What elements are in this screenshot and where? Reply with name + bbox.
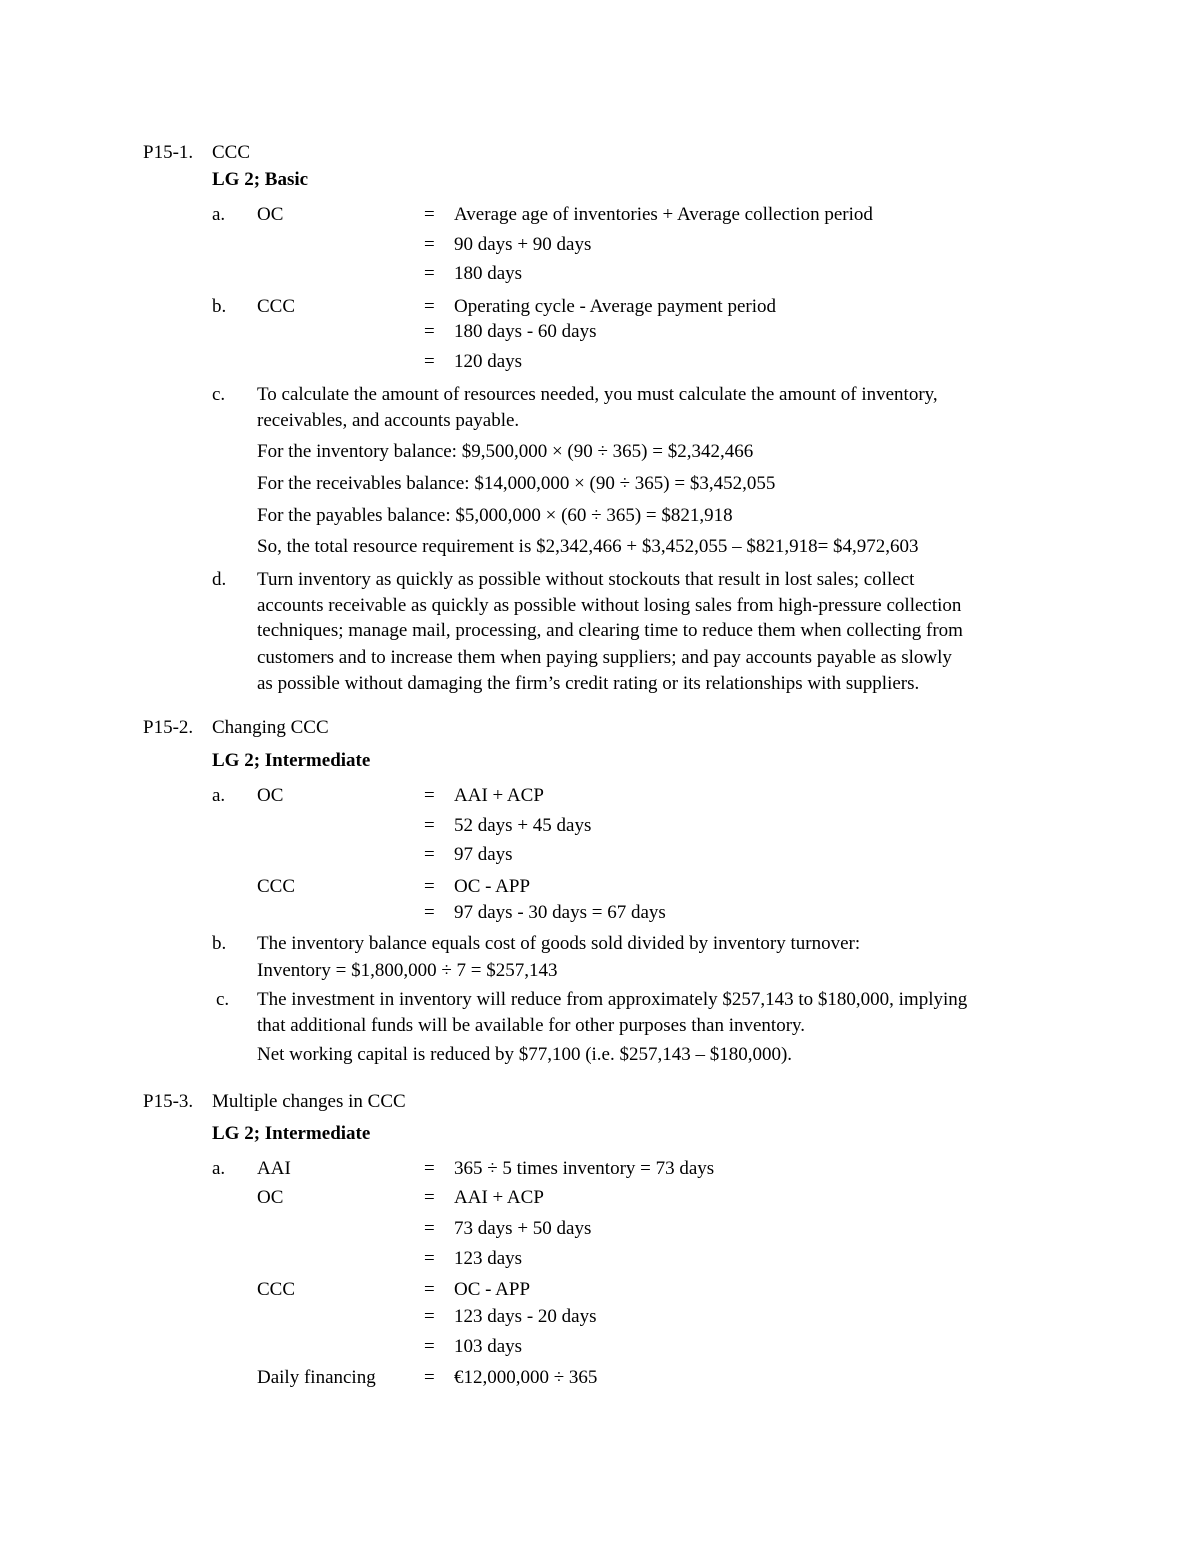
equation-line: 97 days xyxy=(454,844,513,865)
equals-sign: = xyxy=(424,321,435,342)
equation-line: AAI + ACP xyxy=(454,785,544,806)
equation-line: 90 days + 90 days xyxy=(454,234,592,255)
paragraph-line: techniques; manage mail, processing, and clearing time to reduce them when collecting from xyxy=(257,620,963,641)
equation-line: 123 days - 20 days xyxy=(454,1306,597,1327)
equation-line: 73 days + 50 days xyxy=(454,1218,592,1239)
equation-line: 365 ÷ 5 times inventory = 73 days xyxy=(454,1158,715,1179)
equals-sign: = xyxy=(424,1279,435,1300)
equation-line: 120 days xyxy=(454,351,523,372)
paragraph-line: The investment in inventory will reduce from approximately $257,143 to $180,000, implying xyxy=(257,989,968,1010)
term: OC xyxy=(257,785,284,806)
equals-sign: = xyxy=(424,263,435,284)
part-label: b. xyxy=(212,296,227,317)
learning-goal: LG 2; Basic xyxy=(212,169,309,190)
part-label: c. xyxy=(212,384,226,405)
equals-sign: = xyxy=(424,1336,435,1357)
equation-line: 97 days - 30 days = 67 days xyxy=(454,902,666,923)
term: OC xyxy=(257,1187,284,1208)
equation-line: 123 days xyxy=(454,1248,523,1269)
problem-title: Multiple changes in CCC xyxy=(212,1091,406,1112)
equals-sign: = xyxy=(424,815,435,836)
equation-line: 52 days + 45 days xyxy=(454,815,592,836)
paragraph-line: customers and to increase them when paying suppliers; and pay accounts payable as slowly xyxy=(257,647,952,668)
equation-line: OC - APP xyxy=(454,876,531,897)
problem-title: CCC xyxy=(212,142,251,163)
learning-goal: LG 2; Intermediate xyxy=(212,750,371,771)
paragraph-line: receivables, and accounts payable. xyxy=(257,410,520,431)
problem-number: P15-1. xyxy=(143,142,194,163)
equals-sign: = xyxy=(424,902,435,923)
equals-sign: = xyxy=(424,1248,435,1269)
equation-line: 103 days xyxy=(454,1336,523,1357)
term: OC xyxy=(257,204,284,225)
problem-number: P15-3. xyxy=(143,1091,194,1112)
paragraph-line: To calculate the amount of resources needed, you must calculate the amount of inventory, xyxy=(257,384,938,405)
term: Daily financing xyxy=(257,1367,376,1388)
paragraph-line: The inventory balance equals cost of goods sold divided by inventory turnover: xyxy=(257,933,861,954)
equals-sign: = xyxy=(424,1367,435,1388)
equals-sign: = xyxy=(424,1187,435,1208)
equals-sign: = xyxy=(424,876,435,897)
equals-sign: = xyxy=(424,785,435,806)
problem-number: P15-2. xyxy=(143,717,194,738)
equation-line: 180 days - 60 days xyxy=(454,321,597,342)
equation-line: Average age of inventories + Average collection period xyxy=(454,204,873,225)
equals-sign: = xyxy=(424,204,435,225)
equals-sign: = xyxy=(424,351,435,372)
paragraph-line: accounts receivable as quickly as possible without losing sales from high-pressure collection xyxy=(257,595,962,616)
calculation-line: For the receivables balance: $14,000,000 × (90 ÷ 365) = $3,452,055 xyxy=(257,473,776,494)
equation-line: Operating cycle - Average payment period xyxy=(454,296,776,317)
term: AAI xyxy=(257,1158,291,1179)
equation-line: 180 days xyxy=(454,263,523,284)
calculation-line: For the inventory balance: $9,500,000 × (90 ÷ 365) = $2,342,466 xyxy=(257,441,754,462)
equals-sign: = xyxy=(424,296,435,317)
part-label: a. xyxy=(212,204,226,225)
equation-line: OC - APP xyxy=(454,1279,531,1300)
equals-sign: = xyxy=(424,234,435,255)
term: CCC xyxy=(257,1279,296,1300)
equals-sign: = xyxy=(424,1306,435,1327)
term: CCC xyxy=(257,296,296,317)
learning-goal: LG 2; Intermediate xyxy=(212,1123,371,1144)
calculation-line: So, the total resource requirement is $2,342,466 + $3,452,055 – $821,918= $4,972,603 xyxy=(257,536,919,557)
part-label: b. xyxy=(212,933,227,954)
part-label: c. xyxy=(216,989,230,1010)
paragraph-line: Net working capital is reduced by $77,100 (i.e. $257,143 – $180,000). xyxy=(257,1044,793,1065)
equation-line: AAI + ACP xyxy=(454,1187,544,1208)
paragraph-line: Turn inventory as quickly as possible without stockouts that result in lost sales; collect xyxy=(257,569,915,590)
part-label: a. xyxy=(212,1158,226,1179)
equation-line: €12,000,000 ÷ 365 xyxy=(454,1367,598,1388)
term: CCC xyxy=(257,876,296,897)
paragraph-line: as possible without damaging the firm’s credit rating or its relationships with suppliers. xyxy=(257,673,920,694)
calculation-line: For the payables balance: $5,000,000 × (60 ÷ 365) = $821,918 xyxy=(257,505,733,526)
paragraph-line: that additional funds will be available for other purposes than inventory. xyxy=(257,1015,806,1036)
equals-sign: = xyxy=(424,1218,435,1239)
part-label: d. xyxy=(212,569,227,590)
calculation-line: Inventory = $1,800,000 ÷ 7 = $257,143 xyxy=(257,960,558,981)
problem-title: Changing CCC xyxy=(212,717,329,738)
equals-sign: = xyxy=(424,1158,435,1179)
part-label: a. xyxy=(212,785,226,806)
equals-sign: = xyxy=(424,844,435,865)
